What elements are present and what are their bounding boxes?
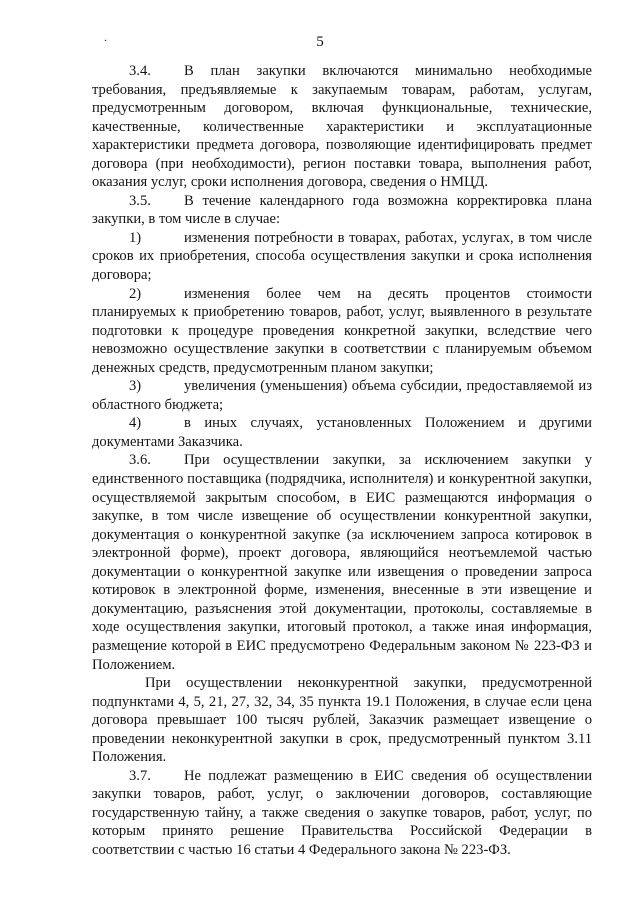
- list-item-3: [92, 377, 592, 414]
- paragraph-number: 3.4.: [129, 63, 151, 79]
- list-number: 1): [129, 229, 142, 246]
- page-number: 5: [316, 34, 324, 50]
- paragraph-text: Не подлежат размещению в ЕИС сведения об осуществлении закупки товаров, работ, услуг, о заключении договоров, составляющие государственную тайну, а также сведения о закупке товаров, работ, услуг, по которым принято решение Правительства Российской Федерации в соответствии с частью 16 статьи 4 Федерального закона № 223-ФЗ.: [92, 767, 592, 858]
- list-number: 2): [129, 285, 142, 302]
- list-item-text: увеличения (уменьшения) объема субсидии, предоставляемой из областного бюджета;: [92, 378, 592, 413]
- list-number: 4): [129, 415, 142, 432]
- paragraph-text: При осуществлении неконкурентной закупки, предусмотренной подпунктами 4, 5, 21, 27, 32, 34, 35 пункта 19.1 Положения, в случае если цена договора превышает 100 тысяч рублей, Заказчик размещает извещение о проведении неконкурентной закупки в срок, предусмотренный пунктом 3.11 Положения.: [92, 675, 592, 766]
- paragraph-3-4: [92, 62, 592, 192]
- scan-dot: .: [104, 30, 107, 44]
- document-body: [92, 62, 592, 860]
- paragraph-number: 3.7.: [129, 767, 151, 784]
- paragraph-text: В течение календарного года возможна корректировка плана закупки, в том числе в случае:: [92, 192, 592, 228]
- paragraph-number: 3.6.: [129, 452, 151, 469]
- paragraph-non-competitive: [92, 674, 592, 767]
- list-item-2: [92, 285, 592, 378]
- list-item-text: изменения потребности в товарах, работах, услугах, в том числе сроков их приобретения, способа осуществления закупки и срока исполнения договора;: [92, 229, 592, 284]
- paragraph-number: 3.5.: [129, 192, 151, 209]
- paragraph-3-6: [92, 451, 592, 674]
- paragraph-3-5: [92, 192, 592, 229]
- list-item-text: изменения более чем на десять процентов стоимости планируемых к приобретению товаров, работ, услуг, выявленного в результате подготовки к процедуре проведения конкретной закупки, вследствие чего невозможно осуществление закупки в соответствии с планируемым объемом денежных средств, предусмотренным планом закупки;: [92, 285, 592, 376]
- paragraph-text: При осуществлении закупки, за исключением закупки у единственного поставщика (подрядчика, исполнителя) и конкурентной закупки, осуществляемой закрытым способом, в ЕИС размещаются информация о закупке, в том числе извещение об осуществлении конкурентной закупки, документация о конкурентной закупке (за исключением запроса котировок в электронной форме), проект договора, являющийся неотъемлемой частью документации о конкурентной закупке или извещения о проведении запроса котировок в электронной форме, изменения, внесенные в эти извещение и документацию, разъяснения этой документации, протоколы, составляемые в ходе осуществления закупки, итоговый протокол, а также иная информация, размещение которой в ЕИС предусмотрено Федеральным законом № 223-ФЗ и Положением.: [92, 452, 592, 673]
- list-item-4: [92, 414, 592, 451]
- paragraph-3-7: [92, 767, 592, 860]
- paragraph-text: В план закупки включаются минимально необходимые требования, предъявляемые к закупаемым товарам, работам, услугам, предусмотренным договором, включая функциональные, технические, качественные, количественные характеристики и эксплуатационные характеристики предмета договора, позволяющие идентифицировать предмет договора (при необходимости), регион поставки товара, выполнения работ, оказания услуг, сроки исполнения договора, сведения о НМЦД.: [92, 63, 592, 191]
- list-number: 3): [129, 378, 142, 395]
- list-item-text: в иных случаях, установленных Положением и другими документами Заказчика.: [92, 415, 592, 450]
- list-item-1: [92, 229, 592, 285]
